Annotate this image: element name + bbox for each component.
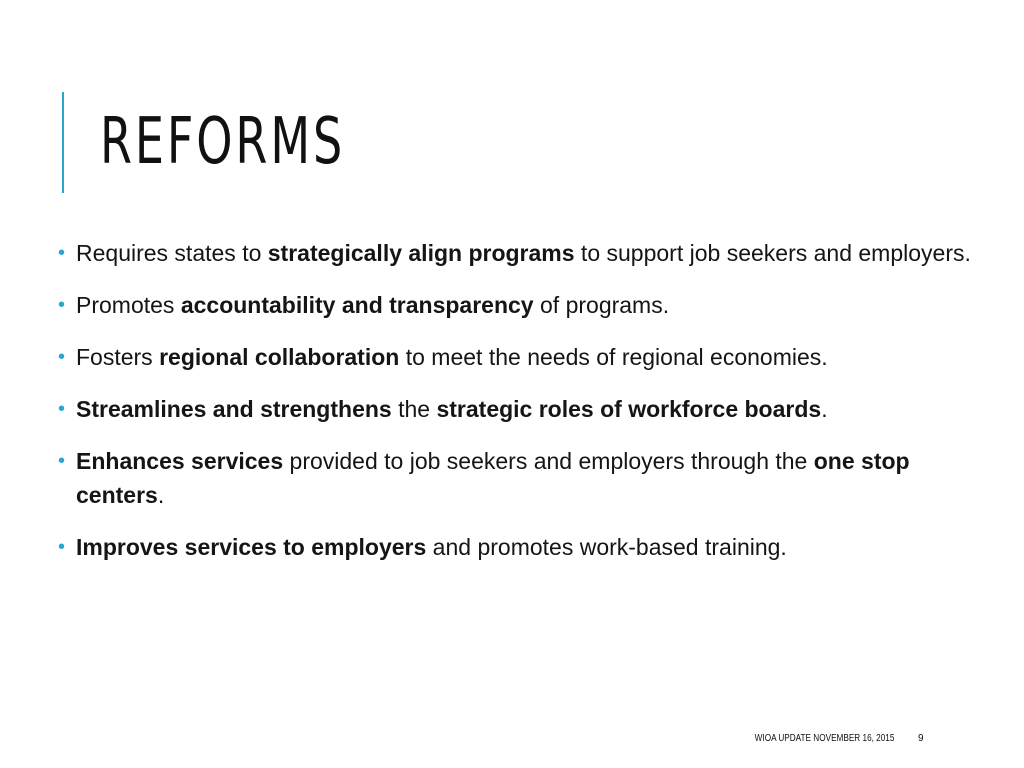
bullet-segment: Requires states to bbox=[76, 240, 268, 266]
bullet-text bbox=[68, 444, 998, 512]
footer-text: WIOA UPDATE NOVEMBER 16, 2015 bbox=[754, 733, 894, 744]
bullet-text bbox=[68, 288, 998, 322]
bullet-emphasis: Enhances services bbox=[76, 448, 284, 474]
slide-title: REFORMS bbox=[100, 105, 346, 179]
bullet-emphasis: strategic roles of workforce boards bbox=[436, 396, 822, 422]
bullet-item bbox=[58, 392, 998, 426]
bullet-segment: and promotes work-based training. bbox=[426, 534, 787, 560]
bullet-dot-icon: • bbox=[58, 242, 66, 264]
bullet-segment: to support job seekers and employers. bbox=[574, 240, 971, 266]
bullet-text bbox=[68, 340, 998, 374]
bullet-segment: provided to job seekers and employers through the bbox=[283, 448, 814, 474]
bullet-dot-icon: • bbox=[58, 294, 66, 316]
title-accent-bar bbox=[62, 92, 64, 193]
bullet-text bbox=[68, 392, 998, 426]
bullet-emphasis: Streamlines and strengthens bbox=[76, 396, 392, 422]
bullet-item bbox=[58, 236, 998, 270]
bullet-emphasis: regional collaboration bbox=[159, 344, 400, 370]
page-number: 9 bbox=[918, 733, 924, 744]
bullet-dot-icon: • bbox=[58, 346, 66, 368]
bullet-dot-icon: • bbox=[58, 450, 66, 472]
bullet-item bbox=[58, 444, 998, 512]
bullet-text bbox=[68, 530, 998, 564]
bullet-segment: to meet the needs of regional economies. bbox=[399, 344, 828, 370]
bullet-segment: . bbox=[157, 482, 165, 508]
bullet-segment: Fosters bbox=[76, 344, 160, 370]
bullet-item bbox=[58, 288, 998, 322]
bullet-segment: the bbox=[391, 396, 437, 422]
bullet-emphasis: accountability and transparency bbox=[180, 292, 534, 318]
bullet-item bbox=[58, 340, 998, 374]
bullet-emphasis: strategically align programs bbox=[267, 240, 575, 266]
bullet-dot-icon: • bbox=[58, 536, 66, 558]
bullet-item bbox=[58, 530, 998, 564]
bullet-text bbox=[68, 236, 998, 270]
bullet-list bbox=[58, 236, 998, 582]
bullet-emphasis: one stop centers bbox=[76, 448, 910, 508]
bullet-emphasis: Improves services to employers bbox=[76, 534, 427, 560]
bullet-segment: of programs. bbox=[533, 292, 670, 318]
bullet-dot-icon: • bbox=[58, 398, 66, 420]
bullet-segment: Promotes bbox=[76, 292, 181, 318]
bullet-segment: . bbox=[821, 396, 828, 422]
